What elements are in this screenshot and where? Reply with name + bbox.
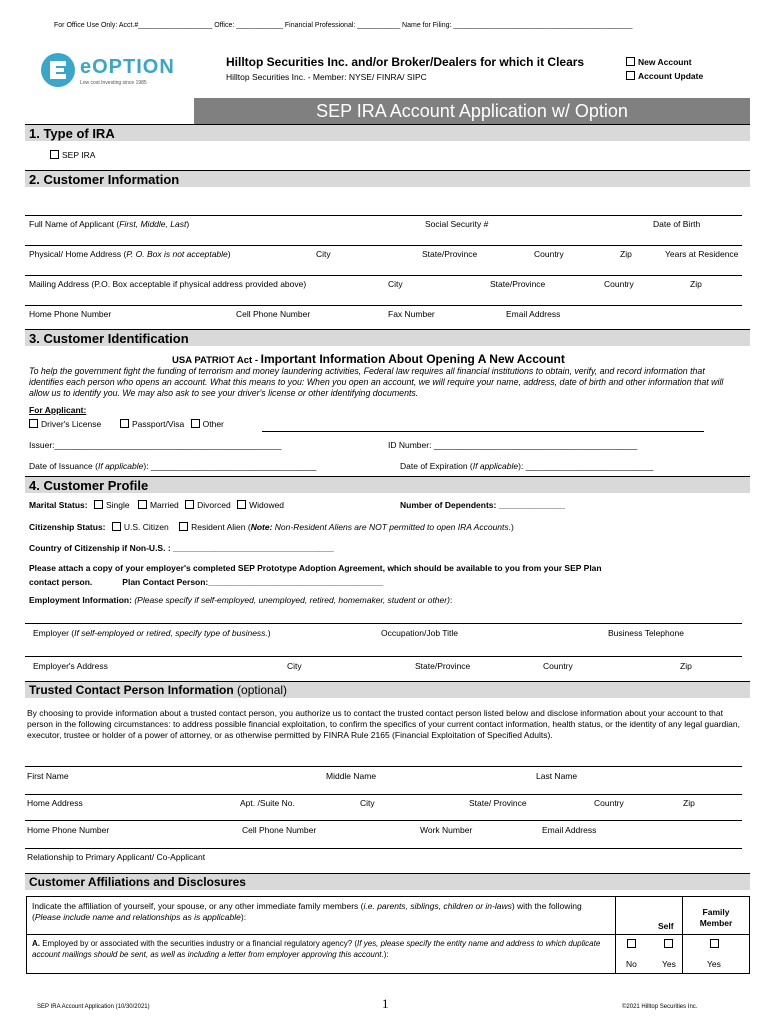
home-address-label: Home Address	[27, 798, 83, 808]
country-label: Country	[534, 249, 564, 259]
footer-copyright: ©2021 Hilltop Securities Inc.	[622, 1004, 698, 1010]
divider	[25, 215, 742, 216]
logo-wordmark: eOPTION	[80, 56, 175, 78]
business-telephone-label: Business Telephone	[608, 628, 684, 638]
company-member: Hilltop Securities Inc. - Member: NYSE/ FINRA/ SIPC	[226, 72, 427, 82]
state-label: State/Province	[490, 279, 546, 289]
sep-ira-label: SEP IRA	[62, 150, 96, 160]
divider	[25, 305, 742, 306]
middle-name-label: Middle Name	[326, 771, 377, 781]
home-phone-label: Home Phone Number	[29, 309, 112, 319]
zip-label: Zip	[690, 279, 702, 289]
drivers-license-checkbox[interactable]	[29, 419, 38, 428]
resident-alien-checkbox[interactable]	[179, 522, 188, 531]
city-label: City	[388, 279, 403, 289]
patriot-act-paragraph: To help the government fight the funding of terrorism and money laundering activities, Federal law requires all financial institutions to obtain, verify, and record information that identifies each person who opens an account. What this means to you: When you open an account, we will require your name, address, date of birth and other information that will allow us to identify you. We may also ask to see your driver's license or other identifying documents.	[29, 366, 724, 398]
divider	[25, 275, 742, 276]
cell-phone-label: Cell Phone Number	[242, 825, 317, 835]
us-citizen-checkbox[interactable]	[112, 522, 121, 531]
account-update-label: Account Update	[638, 71, 704, 81]
first-name-label: First Name	[27, 771, 69, 781]
married-checkbox[interactable]	[138, 500, 147, 509]
zip-label: Zip	[680, 661, 692, 671]
new-account-label: New Account	[638, 57, 692, 67]
account-update-option[interactable]	[626, 71, 703, 81]
zip-label: Zip	[683, 798, 695, 808]
form-title: SEP IRA Account Application w/ Option	[194, 98, 750, 124]
widowed-label: Widowed	[249, 500, 285, 510]
single-checkbox[interactable]	[94, 500, 103, 509]
email-label: Email Address	[506, 309, 561, 319]
fax-label: Fax Number	[388, 309, 435, 319]
zip-label: Zip	[620, 249, 632, 259]
id-number-field[interactable]: ID Number: ___________________________________________	[388, 440, 638, 450]
contact-person-line: contact person. Plan Contact Person:_____________________________________	[29, 577, 384, 587]
us-citizen-label: U.S. Citizen	[123, 522, 169, 532]
occupation-label: Occupation/Job Title	[381, 628, 459, 638]
patriot-act-heading: USA PATRIOT Act - Important Information About Opening A New Account	[172, 352, 565, 366]
home-phone-label: Home Phone Number	[27, 825, 110, 835]
mailing-address-label: Mailing Address (P.O. Box acceptable if physical address provided above)	[29, 279, 307, 289]
section-4-header: 4. Customer Profile	[25, 476, 750, 493]
attach-instructions: Please attach a copy of your employer's completed SEP Prototype Adoption Agreement, which should be available to you from your SEP Plan	[29, 563, 602, 573]
employment-info-label: Employment Information: (Please specify if self-employed, unemployed, retired, homemaker, student or other):	[29, 595, 453, 605]
date-of-issuance-field[interactable]: Date of Issuance (If applicable): ___________________________________	[29, 461, 317, 471]
state-label: State/Province	[422, 249, 478, 259]
ssn-label: Social Security #	[425, 219, 489, 229]
last-name-label: Last Name	[536, 771, 578, 781]
eoption-logo	[40, 50, 190, 90]
passport-label: Passport/Visa	[131, 419, 185, 429]
widowed-checkbox[interactable]	[237, 500, 246, 509]
years-residence-label: Years at Residence	[665, 249, 739, 259]
divider	[25, 766, 742, 767]
other-id-checkbox[interactable]	[191, 419, 200, 428]
country-label: Country	[594, 798, 624, 808]
state-label: State/ Province	[469, 798, 527, 808]
logo-mark-icon	[40, 52, 76, 88]
city-label: City	[287, 661, 302, 671]
trusted-contact-header: Trusted Contact Person Information (optional)	[25, 681, 750, 698]
account-update-checkbox[interactable]	[626, 71, 635, 80]
company-name: Hilltop Securities Inc. and/or Broker/Dealers for which it Clears	[226, 55, 585, 69]
relationship-label: Relationship to Primary Applicant/ Co-Applicant	[27, 852, 206, 862]
issuer-field[interactable]: Issuer:________________________________________________	[29, 440, 282, 450]
state-label: State/Province	[415, 661, 471, 671]
divider	[682, 896, 683, 974]
affiliations-intro: Indicate the affiliation of yourself, your spouse, or any other immediate family members (i.e. parents, siblings, children or in-laws) with the following (Please include name and relationships as is applicable):	[32, 901, 582, 922]
divider	[25, 848, 742, 849]
divider	[615, 896, 616, 974]
sep-ira-checkbox[interactable]	[50, 150, 59, 159]
trusted-contact-paragraph: By choosing to provide information about a trusted contact person, you authorize us to contact the trusted contact person listed below and disclose information about your account to that person in the following circumstances: to address possible financial exploitation, to confirm the specifics of your current contact information, health status, or the identity of any legal guardian, executor, trustee or holder of a power of attorney, or as otherwise permitted by FINRA Rule 2165 (Financial Exploitation of Specified Adults).	[27, 708, 740, 740]
divider	[25, 820, 742, 821]
home-address-label: Physical/ Home Address (P. O. Box is not acceptable)	[29, 249, 231, 259]
self-column-header: Self	[658, 921, 674, 931]
plan-contact-field[interactable]: Plan Contact Person:_____________________________________	[122, 577, 384, 587]
employer-address-label: Employer's Address	[33, 661, 108, 671]
dependents-field[interactable]: Number of Dependents: ______________	[400, 500, 565, 510]
married-label: Married	[149, 500, 179, 510]
family-column-header: Family Member	[699, 907, 733, 928]
section-3-header: 3. Customer Identification	[25, 329, 750, 346]
divider	[25, 656, 742, 657]
other-id-line[interactable]	[262, 431, 704, 432]
section-2-header: 2. Customer Information	[25, 170, 750, 187]
passport-checkbox[interactable]	[120, 419, 129, 428]
marital-status-label: Marital Status:	[29, 500, 88, 510]
logo-tagline: Low cost Investing since 1985	[80, 80, 147, 86]
divorced-label: Divorced	[197, 500, 231, 510]
page-number: 1	[382, 996, 389, 1011]
divider	[25, 245, 742, 246]
new-account-option[interactable]	[626, 57, 692, 67]
full-name-label: Full Name of Applicant (First, Middle, Last)	[29, 219, 190, 229]
question-a: A. Employed by or associated with the securities industry or a financial regulatory agency? (If yes, please specify the entity name and address to which duplicate account mailings should be sent, as well as including a letter from employer approving this account.):	[32, 939, 601, 959]
question-a-no-checkbox[interactable]	[627, 939, 636, 948]
country-label: Country	[543, 661, 573, 671]
drivers-license-label: Driver's License	[41, 419, 102, 429]
office-use-bar: For Office Use Only: Acct.#___________________ Office: ____________ Financial Professional: ___________ Name for Filing: ______________________________________________	[54, 22, 633, 29]
affiliations-header: Customer Affiliations and Disclosures	[25, 873, 750, 890]
resident-alien-label: Resident Alien (	[191, 522, 251, 532]
section-1-header: 1. Type of IRA	[25, 124, 750, 141]
country-label: Country	[604, 279, 634, 289]
question-a-self-yes-checkbox[interactable]	[664, 939, 673, 948]
for-applicant-label: For Applicant:	[29, 405, 87, 415]
country-citizenship-field[interactable]: Country of Citizenship if Non-U.S. : __________________________________	[29, 543, 334, 553]
id-type-options	[29, 419, 224, 429]
other-id-label: Other	[202, 419, 224, 429]
divider	[25, 794, 742, 795]
single-label: Single	[105, 500, 130, 510]
email-label: Email Address	[542, 825, 597, 835]
marital-status-row	[29, 500, 284, 510]
city-label: City	[360, 798, 375, 808]
family-yes-label: Yes	[707, 959, 721, 969]
employer-label: Employer (If self-employed or retired, specify type of business.)	[33, 628, 271, 638]
divider	[26, 934, 750, 935]
city-label: City	[316, 249, 331, 259]
new-account-checkbox[interactable]	[626, 57, 635, 66]
cell-phone-label: Cell Phone Number	[236, 309, 311, 319]
self-yes-label: Yes	[662, 959, 676, 969]
divorced-checkbox[interactable]	[185, 500, 194, 509]
citizenship-label: Citizenship Status:	[29, 522, 106, 532]
sep-ira-option[interactable]	[50, 150, 95, 160]
divider	[25, 623, 742, 624]
footer-form-id: SEP IRA Account Application (10/30/2021)	[37, 1004, 150, 1010]
work-number-label: Work Number	[420, 825, 473, 835]
no-label: No	[626, 959, 637, 969]
question-a-family-yes-checkbox[interactable]	[710, 939, 719, 948]
apt-suite-label: Apt. /Suite No.	[240, 798, 295, 808]
dob-label: Date of Birth	[653, 219, 701, 229]
citizenship-row: Citizenship Status: U.S. Citizen Resident Alien (Note: Non-Resident Aliens are NOT permitted to open IRA Accounts.)	[29, 522, 514, 532]
date-of-expiration-field[interactable]: Date of Expiration (If applicable): ___________________________	[400, 461, 654, 471]
